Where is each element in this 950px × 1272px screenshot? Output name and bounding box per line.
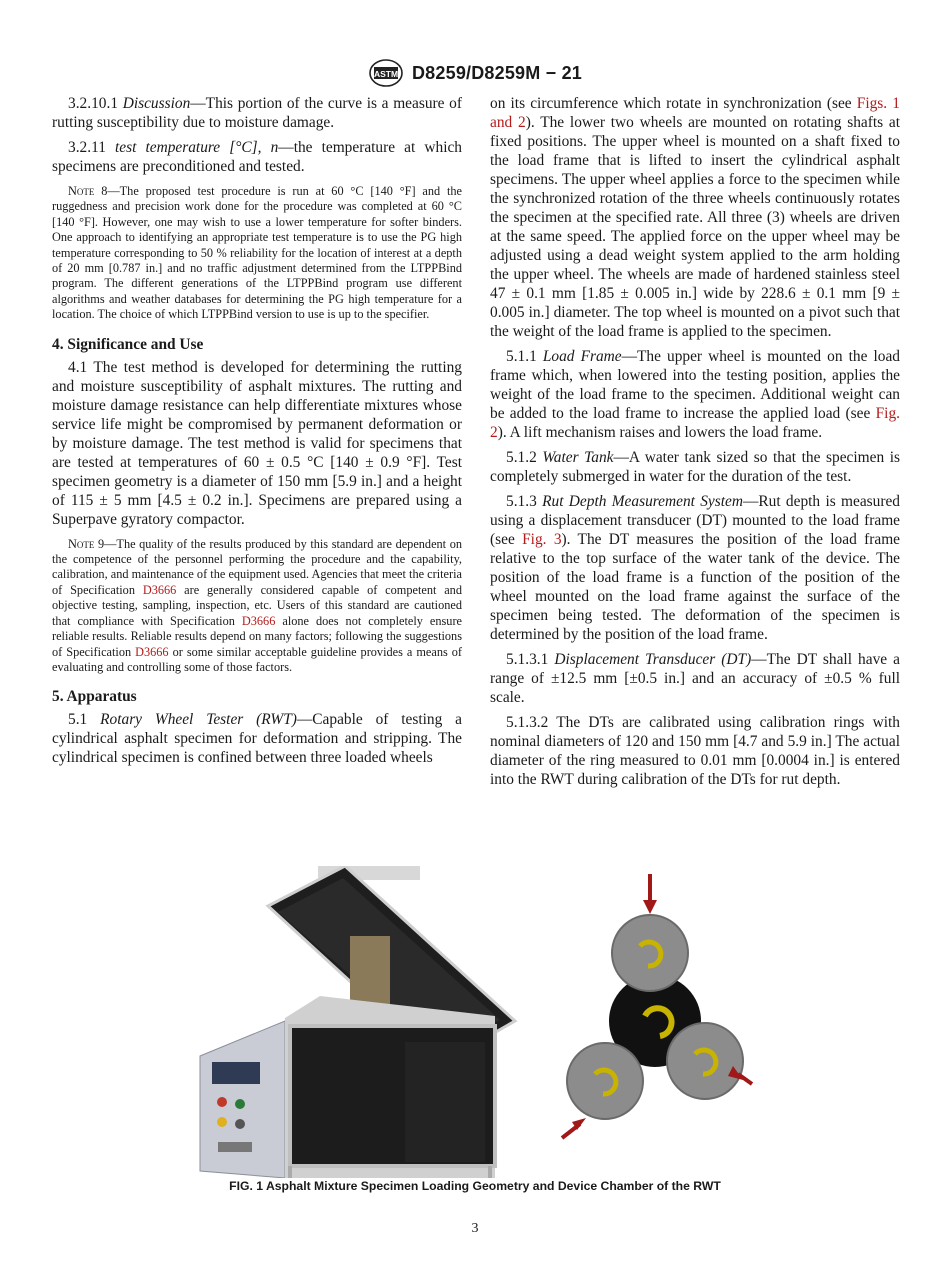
rwt-device-photo	[200, 866, 515, 1178]
section-4-heading: 4. Significance and Use	[52, 335, 204, 353]
note-9: Note 9—The quality of the results produced by this standard are dependent on the competence of the personnel performing the procedure and the capability, calibration, and maintenance of the equipment used. Agencies that meet the criteria of Specification D3666 are generally considered capable of competent and objective testing, sampling, inspection, etc. Users of this standard are cautioned that compliance with Specification D3666 alone does not completely ensure reliable results. Reliable results depend on many factors; following the suggestions of Specification D3666 or some similar acceptable guideline provides a means of evaluating and controlling some of those factors.	[52, 536, 462, 674]
link-d3666[interactable]: D3666	[135, 644, 169, 659]
para-5-1-3: 5.1.3 Rut Depth Measurement System—Rut depth is measured using a displacement transducer (DT) mounted to the load frame (see Fig. 3). The DT measures the position of the load frame relative to the top surface of the water tank of the device. The position of the load frame is a function of the position of the wheel mounted on the load frame against the surface of the specimen being tested. The deformation of the specimen is determined by the position of the load frame.	[490, 493, 900, 643]
note-8: Note 8—The proposed test procedure is run at 60 °C [140 °F] and the ruggedness and precision work done for the procedure was completed at 60 °C [140 °F]. However, one may wish to use a lower temperature for softer binders. One approach to identifying an appropriate test temperature is to use the PG high temperature corresponding to 50 % reliability for the location of interest at a depth of 20 mm [0.787 in.] and no traffic adjustment determined from the LTPPBind program. The different generations of the LTPPBind program use different algorithms and weather databases for determining the PG high temperature for a location. The choice of which LTPPBind version to use is up to the specifier.	[52, 184, 462, 322]
astm-logo-icon	[368, 58, 404, 88]
link-fig-2[interactable]: Fig. 2	[490, 405, 900, 441]
link-d3666[interactable]: D3666	[241, 613, 276, 628]
loading-geometry-diagram	[562, 874, 752, 1138]
link-fig-3[interactable]: Fig. 3	[522, 531, 562, 548]
figure-caption: FIG. 1 Asphalt Mixture Specimen Loading Geometry and Device Chamber of the RWT	[229, 1179, 721, 1193]
svg-text:ASTM: ASTM	[373, 69, 399, 79]
para-3-2-10-1: 3.2.10.1 Discussion—This portion of the curve is a measure of rutting susceptibility due to moisture damage.	[52, 95, 462, 131]
right-column	[490, 94, 900, 795]
para-5-1: 5.1 Rotary Wheel Tester (RWT)—Capable of testing a cylindrical asphalt specimen for deformation and stripping. The cylindrical specimen is confined between three loaded wheels	[52, 711, 462, 767]
page-number: 3	[471, 1221, 479, 1236]
para-5-1-3-1: 5.1.3.1 Displacement Transducer (DT)—The DT shall have a range of ±12.5 mm [±0.5 in.] and an accuracy of ±0.5 % full scale.	[490, 651, 900, 706]
link-figs-1-2[interactable]: Figs. 1 and 2	[490, 95, 900, 131]
para-4-1: 4.1 The test method is developed for determining the rutting and moisture susceptibility of asphalt mixtures. The rutting and moisture damage resistance can help differentiate mixtures whose service life might be compromised by permanent deformation or by moisture damage. The test method is valid for specimens that are tested at temperatures of 60 ± 0.5 °C [140 ± 0.9 °F]. Test specimen geometry is a diameter of 150 mm [5.9 in.] and a height of 115 ± 5 mm [4.5 ± 0.2 in.]. Specimens are prepared using a Superpave gyratory compactor.	[52, 358, 462, 528]
para-5-1-3-2: 5.1.3.2 The DTs are calibrated using calibration rings with nominal diameters of 120 and 150 mm [4.7 and 5.9 in.] The actual diameter of the ring measured to 0.01 mm [0.0004 in.] is entered into the RWT during calibration of the DTs for rut depth.	[490, 714, 900, 788]
figure-1	[0, 866, 950, 1178]
para-5-1-continued: on its circumference which rotate in synchronization (see Figs. 1 and 2). The lower two wheels are mounted on rotating shafts at fixed positions. The upper wheel is mounted on a shaft fixed to the load frame that is lifted to insert the cylindrical asphalt specimens. The upper wheel applies a force to the specimen while the synchronized rotation of the three wheels continuously rotates the specimen at the specified rate. All three (3) wheels are driven at the same speed. The applied force on the upper wheel may be adjusted using a dead weight system applied to the arm holding the upper wheel. The wheels are made of hardened stainless steel 47 ± 0.1 mm [1.85 ± 0.005 in.] wide by 228.6 ± 0.1 mm [9 ± 0.005 in.] diameter. The top wheel is mounted on a pivot such that the weight of the load frame is applied to the specimen.	[490, 95, 901, 340]
left-column	[52, 94, 462, 773]
document-designation: D8259/D8259M − 21	[411, 62, 582, 83]
para-5-1-1: 5.1.1 Load Frame—The upper wheel is mounted on the load frame which, when lowered into the testing position, applies the weight of the load frame to the specimen. Additional weight can be added to the load frame to increase the applied load (see Fig. 2). A lift mechanism raises and lowers the load frame.	[490, 348, 900, 441]
para-5-1-2: 5.1.2 Water Tank—A water tank sized so that the specimen is completely submerged in water for the duration of the test.	[490, 449, 900, 485]
para-3-2-11: 3.2.11 test temperature [°C], n—the temperature at which specimens are preconditioned and tested.	[52, 139, 462, 175]
page-header	[0, 58, 950, 88]
link-d3666[interactable]: D3666	[142, 582, 177, 597]
section-5-heading: 5. Apparatus	[52, 688, 137, 706]
